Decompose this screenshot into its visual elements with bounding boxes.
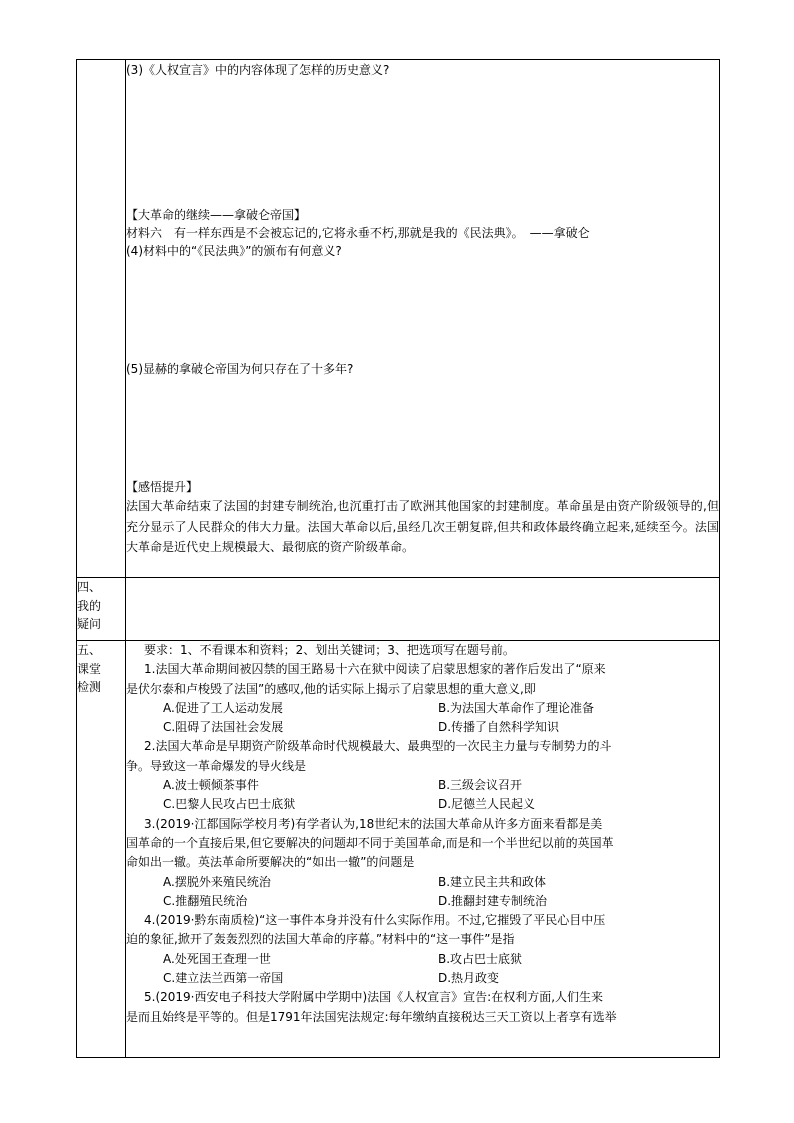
question-item (126, 815, 719, 911)
section5-label-line: 课堂 (77, 661, 102, 676)
option-row (126, 795, 719, 814)
napoleon-heading: 【大革命的继续——拿破仑帝国】 (126, 208, 307, 222)
section5-row (77, 641, 720, 1058)
option-a[interactable]: A.波士顿倾茶事件 (163, 778, 259, 793)
section4-label-line: 疑问 (77, 617, 102, 631)
my-questions-field[interactable] (126, 578, 720, 641)
section3-content-cell (126, 60, 720, 578)
question-text: 争。导致这一革命爆发的导火线是 (126, 758, 307, 773)
question-3: (3)《人权宣言》中的内容体现了怎样的历史意义? (126, 63, 390, 77)
worksheet-table (76, 59, 720, 1058)
question-5: (5)显赫的拿破仑帝国为何只存在了十多年? (126, 362, 354, 376)
question-4: (4)材料中的“《民法典》”的颁布有何意义? (126, 244, 342, 258)
question-text: 国革命的一个直接后果,但它要解决的问题却不同于美国革命,而是和一个半世纪以前的英国革 (126, 835, 614, 850)
section4-label-cell (77, 578, 126, 641)
question-text: 4.(2019·黔东南质检)“这一事件本身并没有什么实际作用。不过,它摧毁了平民心目中压 (144, 913, 606, 928)
option-b[interactable]: B.建立民主共和政体 (438, 874, 547, 889)
option-b[interactable]: B.三级会议召开 (438, 778, 523, 793)
option-row (126, 699, 719, 718)
question-item (126, 911, 719, 988)
section5-content-cell (126, 641, 720, 1058)
option-c[interactable]: C.阻碍了法国社会发展 (163, 720, 284, 735)
section4-label-line: 四、 (77, 580, 102, 594)
question-text: 3.(2019·江都国际学校月考)有学者认为,18世纪末的法国大革命从许多方面来看都是美 (144, 816, 603, 831)
section3-label-cell (77, 60, 126, 578)
option-row (126, 950, 719, 969)
question-item (126, 988, 719, 1027)
option-d[interactable]: D.推翻封建专制统治 (438, 893, 548, 908)
requirements-text: 要求：1、不看课本和资料；2、划出关键词；3、把选项写在题号前。 (144, 643, 515, 657)
section3-row (77, 60, 720, 578)
option-a[interactable]: A.处死国王查理一世 (163, 951, 271, 966)
question-text: 命如出一辙。英法革命所要解决的“如出一辙”的问题是 (126, 855, 415, 870)
section4-row (77, 578, 720, 641)
option-row (126, 892, 719, 911)
option-d[interactable]: D.传播了自然科学知识 (438, 720, 560, 735)
material-6: 材料六 有一样东西是不会被忘记的,它将永垂不朽,那就是我的《民法典》。 ——拿破仑 (126, 226, 590, 240)
option-c[interactable]: C.建立法兰西第一帝国 (163, 971, 284, 986)
question-text: 迫的象征,掀开了轰轰烈烈的法国大革命的序幕。”材料中的“这一事件”是指 (126, 932, 515, 947)
option-d[interactable]: D.热月政变 (438, 971, 500, 986)
option-b[interactable]: B.攻占巴士底狱 (438, 951, 523, 966)
option-d[interactable]: D.尼德兰人民起义 (438, 797, 536, 812)
question-item (126, 737, 719, 814)
question-text: 5.(2019·西安电子科技大学附属中学期中)法国《人权宣言》宣告:在权利方面,人们生来 (144, 990, 604, 1005)
option-b[interactable]: B.为法国大革命作了理论准备 (438, 700, 595, 715)
worksheet-page (76, 59, 719, 1058)
option-c[interactable]: C.推翻殖民统治 (163, 893, 248, 908)
insight-text: 法国大革命结束了法国的封建专制统治,也沉重打击了欧洲其他国家的封建制度。革命虽是由资产阶级领导的,但充分显示了人民群众的伟大力量。法国大革命以后,虽经几次王朝复辟,但共和政体最终确立起来,延续至今。法国大革命是近代史上规模最大、最彻底的资产阶级革命。 (126, 499, 719, 554)
section5-label-line: 五、 (77, 643, 102, 657)
option-row (126, 873, 719, 892)
option-a[interactable]: A.摆脱外来殖民统治 (163, 874, 271, 889)
option-row (126, 718, 719, 737)
section4-label-line: 我的 (77, 598, 102, 613)
option-row (126, 776, 719, 795)
option-c[interactable]: C.巴黎人民攻占巴士底狱 (163, 797, 296, 812)
question-text: 2.法国大革命是早期资产阶级革命时代规模最大、最典型的一次民主力量与专制势力的斗 (144, 739, 612, 754)
question-text: 是而且始终是平等的。但是1791年法国宪法规定:每年缴纳直接税达三天工资以上者享有选举 (126, 1009, 617, 1024)
section5-label-cell (77, 641, 126, 1058)
question-text: 1.法国大革命期间被囚禁的国王路易十六在狱中阅读了启蒙思想家的著作后发出了“原来 (144, 662, 606, 677)
question-item (126, 660, 719, 737)
option-a[interactable]: A.促进了工人运动发展 (163, 700, 283, 715)
section5-label-line: 检测 (77, 680, 102, 694)
question-text: 是伏尔泰和卢梭毁了法国”的感叹,他的话实际上揭示了启蒙思想的重大意义,即 (126, 681, 536, 696)
insight-heading: 【感悟提升】 (126, 480, 199, 494)
option-row (126, 969, 719, 988)
